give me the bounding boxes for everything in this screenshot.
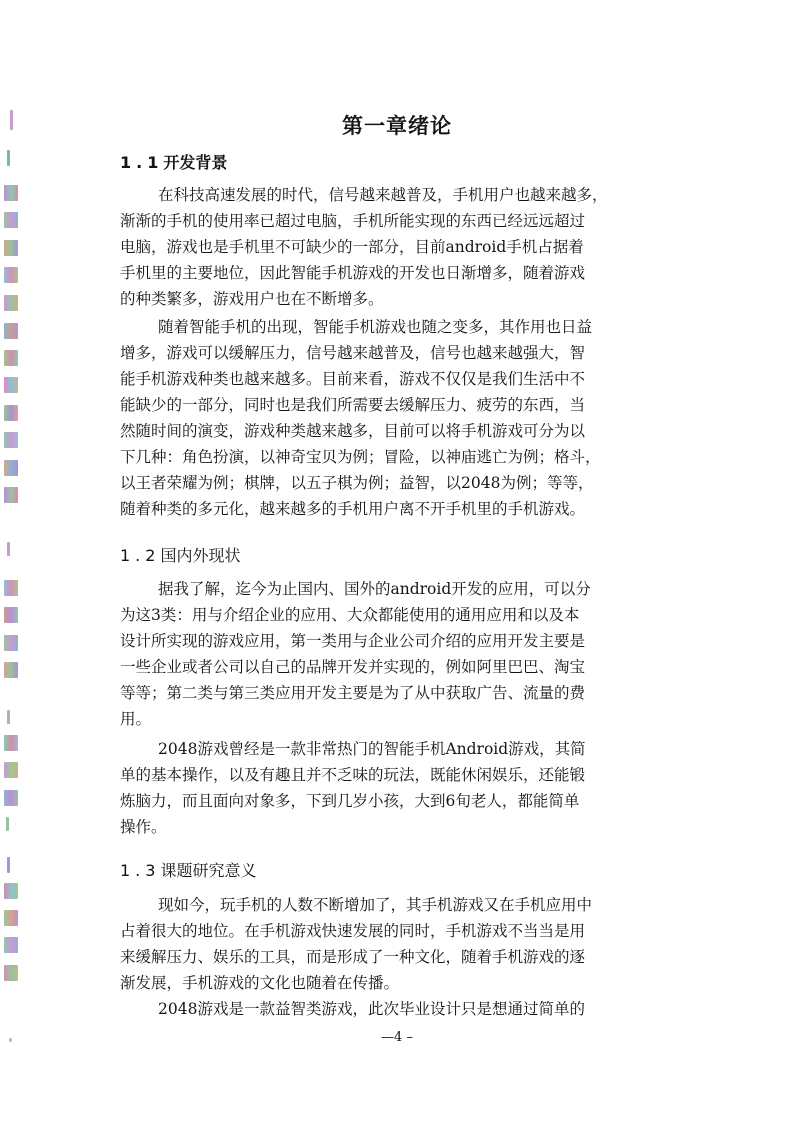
binding-mark	[4, 377, 18, 393]
text-line: 2048游戏是一款益智类游戏，此次毕业设计只是想通过简单的	[158, 1000, 585, 1018]
text-line: 用。	[120, 710, 152, 728]
binding-mark	[4, 662, 18, 678]
binding-mark	[4, 487, 18, 503]
binding-mark	[7, 710, 10, 724]
binding-mark	[4, 405, 18, 421]
text-line: 单的基本操作，以及有趣且并不乏味的玩法，既能休闲娱乐，还能锻	[120, 766, 586, 784]
text-line: 炼脑力，而且面向对象多，下到几岁小孩，大到6旬老人，都能简单	[120, 792, 580, 810]
text-line: 下几种：角色扮演，以神奇宝贝为例；冒险，以神庙逃亡为例；格斗，	[120, 448, 601, 466]
text-line: 现如今，玩手机的人数不断增加了，其手机游戏又在手机应用中	[158, 896, 593, 914]
chapter-title: 第一章绪论	[342, 114, 452, 138]
section-title: 开发背景	[163, 153, 228, 172]
binding-mark	[4, 965, 18, 981]
text-line: 一些企业或者公司以自己的品牌开发并实现的，例如阿里巴巴、淘宝	[120, 658, 586, 676]
text-line: 等等；第二类与第三类应用开发主要是为了从中获取广告、流量的费	[120, 684, 586, 702]
binding-mark	[4, 580, 18, 596]
binding-mark	[7, 857, 10, 873]
binding-mark	[4, 937, 18, 953]
binding-mark	[4, 635, 18, 651]
binding-mark	[4, 240, 18, 256]
section-number: 1.3	[120, 861, 161, 880]
text-line: 手机里的主要地位，因此智能手机游戏的开发也日渐增多，随着游戏	[120, 264, 586, 282]
section-heading-1-1	[120, 150, 227, 173]
text-line: 的种类繁多，游戏用户也在不断增多。	[120, 290, 384, 308]
text-line: 占着很大的地位。在手机游戏快速发展的同时，手机游戏不当当是用	[120, 922, 586, 940]
binding-mark	[4, 295, 18, 311]
section-number: 1.2	[120, 546, 161, 565]
binding-mark	[7, 542, 10, 556]
text-line: 然随时间的演变，游戏种类越来越多，目前可以将手机游戏可分为以	[120, 422, 586, 440]
binding-mark	[4, 350, 18, 366]
binding-mark	[4, 790, 18, 806]
text-line: 增多，游戏可以缓解压力，信号越来越普及，信号也越来越强大，智	[120, 344, 586, 362]
binding-mark	[4, 883, 18, 899]
binding-mark	[6, 817, 9, 831]
text-line: 设计所实现的游戏应用，第一类用与企业公司介绍的应用开发主要是	[120, 632, 586, 650]
binding-mark	[4, 910, 18, 926]
text-line: 在科技高速发展的时代，信号越来越普及，手机用户也越来越多，	[158, 186, 608, 204]
text-line: 2048游戏曾经是一款非常热门的智能手机Android游戏，其简	[158, 740, 586, 758]
page-number: —4 –	[381, 1030, 413, 1045]
section-title: 课题研究意义	[160, 861, 257, 880]
binding-holes-strip	[4, 105, 22, 1055]
text-line: 随着智能手机的出现，智能手机游戏也随之变多，其作用也日益	[158, 318, 593, 336]
text-line: 渐发展，手机游戏的文化也随着在传播。	[120, 974, 400, 992]
text-line: 为这3类：用与介绍企业的应用、大众都能使用的通用应用和以及本	[120, 606, 580, 624]
binding-mark	[4, 460, 18, 476]
text-line: 能缺少的一部分，同时也是我们所需要去缓解压力、疲劳的东西，当	[120, 396, 586, 414]
binding-mark	[4, 212, 18, 228]
text-line: 据我了解，迄今为止国内、国外的android开发的应用，可以分	[158, 580, 591, 598]
text-line: 能手机游戏种类也越来越多。目前来看，游戏不仅仅是我们生活中不	[120, 370, 586, 388]
binding-mark	[4, 323, 18, 339]
binding-mark	[4, 735, 18, 751]
binding-mark	[4, 607, 18, 623]
text-line: 以王者荣耀为例；棋牌，以五子棋为例；益智，以2048为例；等等，	[120, 474, 594, 492]
text-line: 电脑，游戏也是手机里不可缺少的一部分，目前android手机占据着	[120, 238, 584, 256]
text-line: 渐渐的手机的使用率已超过电脑，手机所能实现的东西已经远远超过	[120, 212, 586, 230]
section-heading-1-3	[120, 858, 256, 881]
section-number: 1.1	[120, 153, 164, 172]
text-line: 随着种类的多元化，越来越多的手机用户离不开手机里的手机游戏。	[120, 500, 586, 518]
text-line: 来缓解压力、娱乐的工具，而是形成了一种文化，随着手机游戏的逐	[120, 948, 586, 966]
binding-mark	[7, 150, 10, 166]
binding-mark	[4, 185, 18, 201]
section-heading-1-2	[120, 543, 240, 566]
binding-mark	[4, 762, 18, 778]
binding-mark	[4, 432, 18, 448]
binding-mark	[4, 267, 18, 283]
section-title: 国内外现状	[160, 546, 241, 565]
text-line: 操作。	[120, 818, 167, 836]
